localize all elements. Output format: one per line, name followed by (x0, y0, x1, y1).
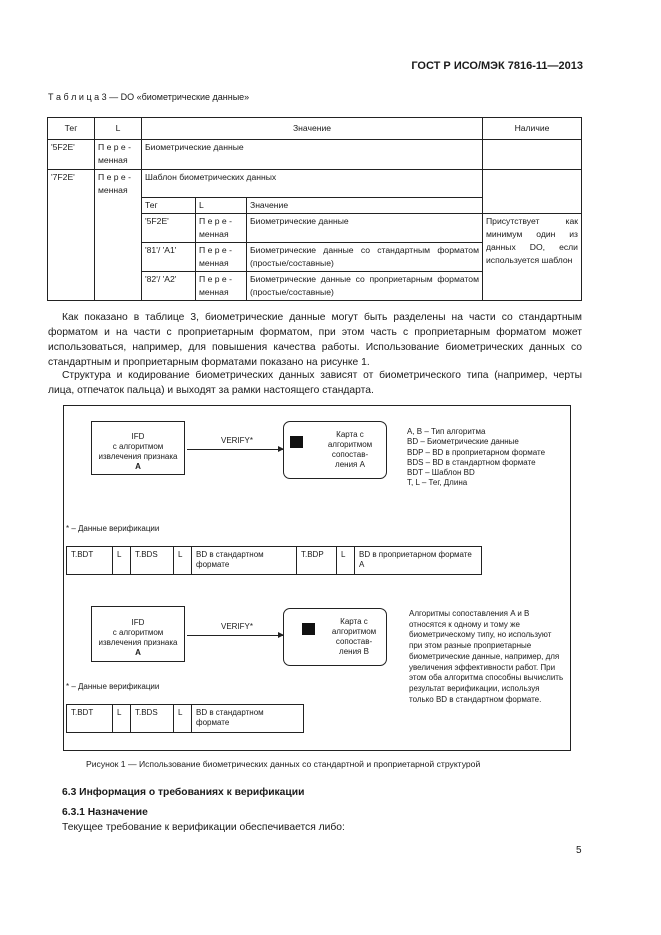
card-box-b (283, 608, 387, 666)
verify-arrow (187, 635, 283, 636)
paragraph-1: Как показано в таблице 3, биометрические данные могут быть разделены на части со стандартным форматом и на части с проприетарным форматом, при этом часть с проприетарным форматом может использоваться, например, для повышения качества работы. Использование биометрических данных со стандартным и проприетарным форматами показано на рисунке 1. (48, 312, 582, 368)
col-header-l: L (95, 118, 142, 140)
inner-cell-value: Биометрические данные со проприетарным форматом (простые/составные) (247, 272, 483, 301)
legend-line: BD – Биометрические данные (407, 437, 519, 447)
inner-cell-len: П е р е - менная (196, 272, 247, 301)
section-heading-6-3: 6.3 Информация о требованиях к верификации (62, 787, 305, 798)
card-line: алгоритмом (327, 440, 373, 449)
inner-cell-value: Биометрические данные (247, 214, 483, 243)
cell-len: П е р е - менная (95, 140, 142, 170)
cell-value: Шаблон биометрических данных (142, 170, 483, 198)
chip-icon (302, 623, 315, 635)
fmt-field: L (174, 705, 192, 732)
page-number: 5 (576, 845, 582, 856)
ifd-box-top (91, 421, 185, 475)
body-text-line: Текущее требование к верификации обеспечивается либо: (62, 822, 345, 833)
cell-value: Биометрические данные (142, 140, 483, 170)
cell-presence (483, 140, 582, 170)
ifd-line: извлечения признака (98, 638, 178, 647)
paragraph-2: Структура и кодирование биометрических данных зависят от биометрического типа (например, черты лица, отпечаток пальца) и выходят за рамки настоящего стандарта. (48, 370, 582, 396)
inner-header-l: L (196, 198, 247, 214)
card-line: сопостав- (335, 637, 373, 646)
inner-header-value: Значение (247, 198, 483, 214)
fmt-field: L (337, 547, 355, 574)
format-structure-1 (66, 546, 482, 575)
do-table (47, 117, 582, 301)
footnote-bottom: * – Данные верификации (66, 682, 160, 691)
fmt-field: T.BDP (297, 547, 337, 574)
ifd-line: IFD (131, 432, 145, 441)
figure-frame (63, 405, 571, 751)
cell-tag: '7F2E' (48, 170, 95, 301)
fmt-field: BD в стандартном формате (196, 708, 264, 727)
fmt-field: L (113, 547, 131, 574)
inner-cell-tag: '5F2E' (142, 214, 196, 243)
verify-arrow (187, 449, 283, 450)
legend-line: BDT – Шаблон BD (407, 468, 475, 478)
card-box-a (283, 421, 387, 479)
presence-cell: Присутствует как минимум один из данных DO, если используется шаблон (483, 214, 582, 301)
cell-len: П е р е - менная (95, 170, 142, 301)
legend-line: BDP – BD в проприетарном формате (407, 447, 546, 457)
fmt-field: T.BDT (67, 705, 113, 732)
ifd-line: IFD (131, 618, 145, 627)
card-line: Карта с (340, 617, 368, 626)
card-line: ления A (335, 460, 365, 469)
figure-legend (407, 427, 545, 489)
chip-icon (290, 436, 303, 448)
verify-label: VERIFY* (221, 622, 254, 631)
legend-line: A, B – Тип алгоритма (407, 427, 486, 436)
fmt-field: L (113, 705, 131, 732)
ifd-line: A (135, 648, 141, 657)
ifd-line: извлечения признака (98, 452, 178, 461)
verify-label: VERIFY* (221, 436, 254, 445)
fmt-field: L (174, 547, 192, 574)
legend-line: BDS – BD в стандартном формате (407, 457, 536, 467)
inner-cell-len: П е р е - менная (196, 243, 247, 272)
legend-line: T, L – Тег, Длина (407, 478, 468, 488)
cell-tag: '5F2E' (48, 140, 95, 170)
fmt-field: T.BDT (67, 547, 113, 574)
fmt-field: BD в проприетарном формате A (359, 550, 472, 569)
cell-presence (483, 170, 582, 198)
card-line: алгоритмом (331, 627, 377, 636)
ifd-box-bottom (91, 606, 185, 662)
fmt-field: BD в стандартном формате (192, 547, 297, 574)
figure-caption: Рисунок 1 — Использование биометрических данных со стандартной и проприетарной структурой (86, 759, 481, 769)
card-line: сопостав- (331, 450, 369, 459)
inner-cell-len: П е р е - менная (196, 214, 247, 243)
ifd-line: A (135, 462, 141, 471)
card-line: ления B (339, 647, 369, 656)
cell-presence (483, 198, 582, 214)
table-caption: Т а б л и ц а 3 — DO «биометрические данные» (48, 92, 250, 102)
inner-cell-value: Биометрические данные со стандартным форматом (простые/составные) (247, 243, 483, 272)
figure-note: Алгоритмы сопоставления A и B относятся к одному и тому же биометрическому типу, но используют при этом разные проприетарные биометрические данные, например, для увеличения эффективности работ. При этом оба алгоритма способны вычислить результат верификации, используя только BD в стандартном формате. (409, 609, 564, 704)
col-header-presence: Наличие (483, 118, 582, 140)
ifd-line: с алгоритмом (112, 628, 164, 637)
format-structure-2 (66, 704, 304, 733)
inner-cell-tag: '81'/ 'A1' (142, 243, 196, 272)
fmt-field: T.BDS (131, 547, 174, 574)
document-header: ГОСТ Р ИСО/МЭК 7816-11—2013 (411, 60, 583, 72)
inner-header-tag: Тег (142, 198, 196, 214)
card-line: Карта с (336, 430, 364, 439)
ifd-line: с алгоритмом (112, 442, 164, 451)
col-header-value: Значение (142, 118, 483, 140)
footnote-top: * – Данные верификации (66, 524, 160, 533)
section-heading-6-3-1: 6.3.1 Назначение (62, 807, 148, 818)
fmt-field: T.BDS (131, 705, 174, 732)
inner-cell-tag: '82'/ 'A2' (142, 272, 196, 301)
col-header-tag: Тег (48, 118, 95, 140)
